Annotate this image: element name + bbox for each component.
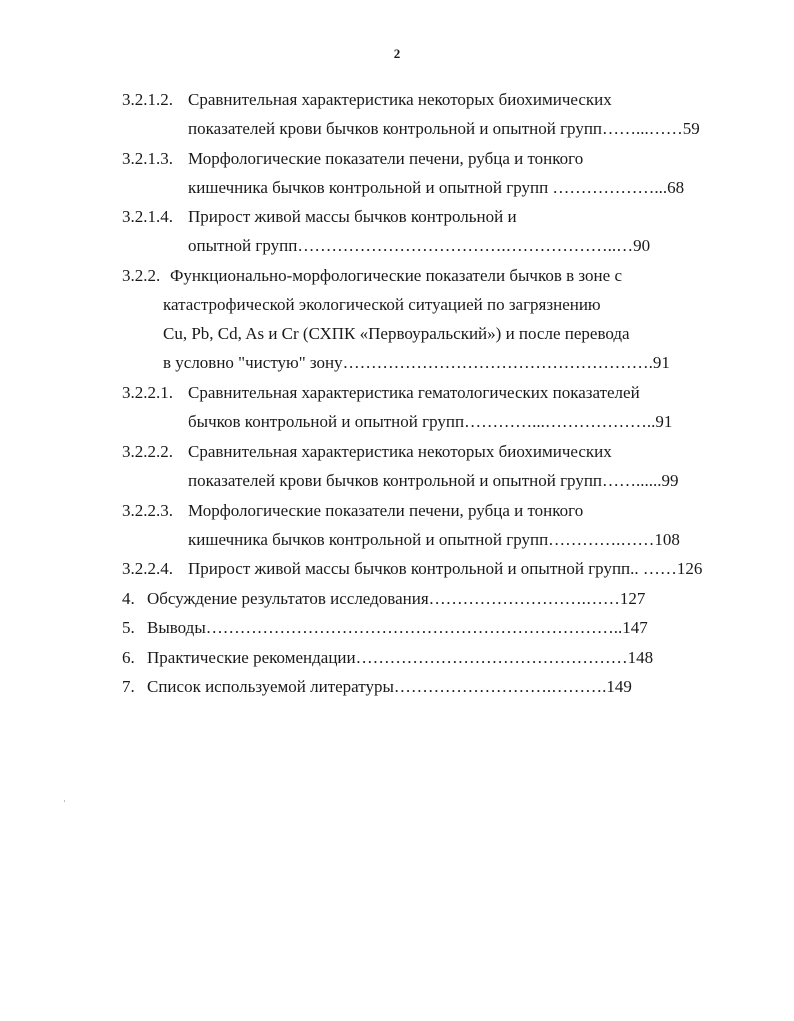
toc-number: 3.2.2.: [122, 266, 161, 285]
toc-number: 3.2.1.3.: [122, 149, 173, 168]
toc-number: 3.2.2.4.: [122, 559, 173, 578]
toc-continuation: показателей крови бычков контрольной и опытной групп……......99: [188, 471, 679, 490]
toc-number: 3.2.1.4.: [122, 207, 173, 226]
toc-text: Прирост живой массы бычков контрольной и: [188, 207, 517, 226]
page-number: 2: [393, 46, 401, 61]
toc-entry-7: [122, 677, 632, 697]
toc-text: Морфологические показатели печени, рубца и тонкого: [188, 149, 584, 168]
toc-continuation: Cu, Pb, Cd, As и Cr (СХПК «Первоуральский») и после перевода: [163, 324, 630, 343]
toc-continuation: катастрофической экологической ситуацией по загрязнению: [163, 295, 601, 314]
toc-text: Функционально-морфологические показатели бычков в зоне с: [170, 266, 622, 285]
toc-entry-3-2-1-2: [122, 90, 612, 110]
toc-text: Сравнительная характеристика некоторых биохимических: [188, 442, 612, 461]
toc-entry-3-2-2-1: [122, 383, 640, 403]
toc-continuation: показателей крови бычков контрольной и опытной групп……...……59: [188, 119, 700, 138]
toc-text: Список используемой литературы……………………….……….149: [147, 677, 632, 696]
toc-continuation: кишечника бычков контрольной и опытной групп………….……108: [188, 530, 680, 549]
toc-entry-5: [122, 618, 648, 638]
toc-continuation: кишечника бычков контрольной и опытной групп ………………...68: [188, 178, 685, 197]
toc-number: 3.2.2.2.: [122, 442, 173, 461]
toc-continuation: опытной групп……………………………….………………..…90: [188, 236, 651, 255]
toc-text: Сравнительная характеристика гематологических показателей: [188, 383, 640, 402]
toc-entry-3-2-1-3: [122, 149, 583, 169]
toc-number: 3.2.2.1.: [122, 383, 173, 402]
toc-continuation: бычков контрольной и опытной групп…………...………………..91: [188, 412, 673, 431]
toc-text: Сравнительная характеристика некоторых биохимических: [188, 90, 612, 109]
toc-entry-4: [122, 589, 645, 609]
toc-entry-3-2-2-3: [122, 501, 583, 521]
toc-entry-3-2-1-4: [122, 207, 517, 227]
toc-text: Обсуждение результатов исследования……………………….……127: [147, 589, 646, 608]
toc-entry-3-2-2-4: [122, 559, 702, 579]
toc-text: Практические рекомендации…………………………………………148: [147, 648, 654, 667]
toc-number: 3.2.1.2.: [122, 90, 173, 109]
toc-number: 7.: [122, 677, 135, 696]
toc-entry-3-2-2: [122, 266, 622, 286]
toc-text: Выводы………………………………………………………………..147: [147, 618, 648, 637]
toc-number: 5.: [122, 618, 135, 637]
toc-number: 4.: [122, 589, 135, 608]
toc-entry-6: [122, 648, 653, 668]
toc-number: 3.2.2.3.: [122, 501, 173, 520]
toc-continuation: в условно "чистую" зону……………………………………………….91: [163, 353, 670, 372]
toc-number: 6.: [122, 648, 135, 667]
toc-text: Морфологические показатели печени, рубца и тонкого: [188, 501, 584, 520]
scan-speck: [64, 800, 65, 802]
toc-text: Прирост живой массы бычков контрольной и опытной групп.. ……126: [188, 559, 703, 578]
toc-entry-3-2-2-2: [122, 442, 612, 462]
